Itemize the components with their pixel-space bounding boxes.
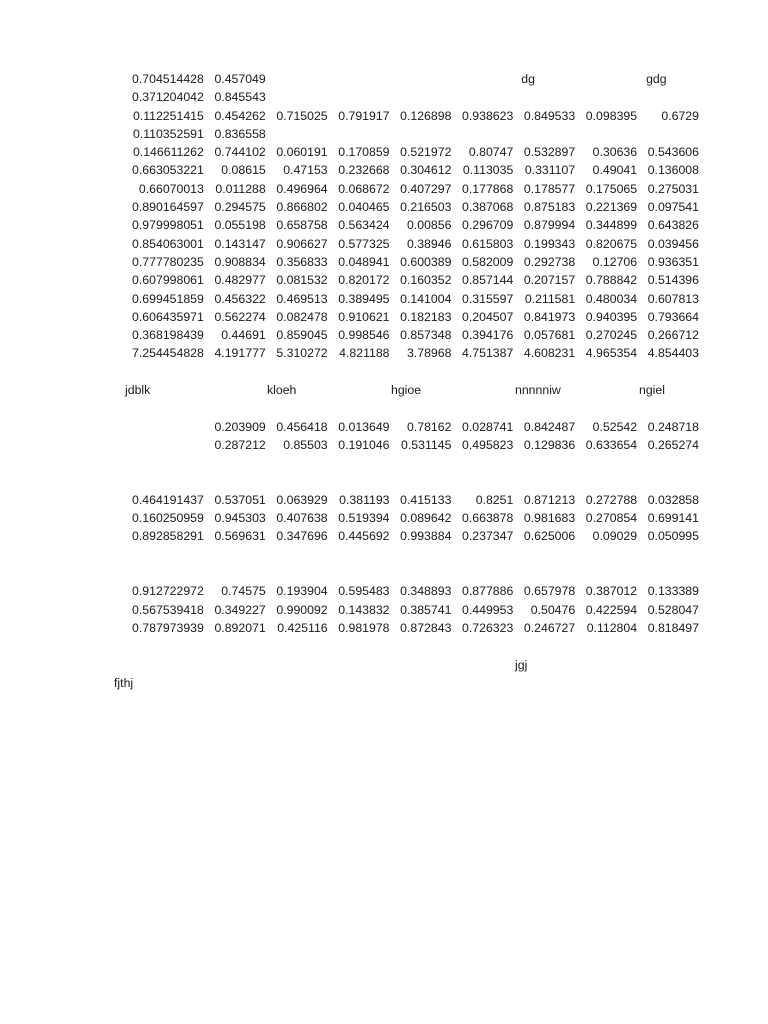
- cell: 0.237347: [462, 529, 514, 544]
- cell: 0.098395: [585, 108, 638, 123]
- cell: [393, 70, 455, 88]
- cell: 0.193904: [276, 584, 328, 599]
- cell: 0.356833: [276, 254, 328, 269]
- cell: [269, 70, 331, 88]
- cell: 0.040465: [338, 200, 390, 215]
- cell: 0.275031: [647, 181, 699, 196]
- table-row: [122, 491, 702, 509]
- cell: 0.872843: [400, 620, 452, 635]
- cell: 0.182183: [400, 309, 452, 324]
- table-row: [122, 253, 702, 271]
- cell: [393, 88, 455, 106]
- cell: 0.013649: [338, 419, 390, 434]
- cell: 0.207157: [523, 273, 576, 288]
- table-row: [122, 180, 702, 198]
- cell: 0.845543: [214, 90, 266, 105]
- cell: 0.514396: [647, 273, 699, 288]
- cell: 0.857348: [400, 328, 452, 343]
- cell: 0.607998061: [132, 273, 204, 288]
- cell: 0.113035: [462, 163, 514, 178]
- cell: [454, 88, 516, 106]
- cell: 0.78162: [406, 419, 452, 434]
- cell: 0.287212: [214, 437, 266, 452]
- cell: 0.456322: [214, 291, 266, 306]
- cell: 0.141004: [400, 291, 452, 306]
- cell: 0.818497: [647, 620, 699, 635]
- cell: 0.658758: [276, 218, 328, 233]
- cell: 0.129836: [523, 437, 576, 452]
- spacer: [122, 399, 702, 417]
- cell: 0.910621: [338, 309, 390, 324]
- table-row: [122, 161, 702, 179]
- cell: 0.028741: [462, 419, 514, 434]
- cell: 0.449953: [462, 602, 514, 617]
- cell: 0.875183: [523, 200, 576, 215]
- cell: 0.381193: [339, 492, 390, 507]
- cell: 0.537051: [214, 492, 266, 507]
- cell: 0.625006: [523, 529, 576, 544]
- cell: 0.039456: [647, 236, 699, 251]
- spacer: [122, 363, 702, 381]
- table-row: [122, 70, 702, 88]
- cell: 0.315597: [462, 291, 514, 306]
- label-jdblk: jdblk: [125, 383, 151, 398]
- cell: 0.160352: [400, 273, 452, 288]
- cell: 0.368198439: [132, 328, 204, 343]
- cell: 0.425116: [277, 620, 328, 635]
- cell: 0.063929: [276, 492, 328, 507]
- cell: [454, 125, 516, 143]
- cell: [269, 88, 331, 106]
- cell: 0.272788: [585, 492, 638, 507]
- table-row: [122, 344, 702, 362]
- cell: 0.469513: [276, 291, 328, 306]
- cell: 0.44691: [221, 328, 266, 343]
- cell: 0.38946: [406, 236, 452, 251]
- cell: 0.945303: [214, 511, 266, 526]
- cell: 0.032858: [647, 492, 699, 507]
- cell: [578, 125, 640, 143]
- block1-rows: [122, 88, 702, 362]
- cell: 0.331107: [524, 163, 576, 178]
- cell: 0.385741: [400, 602, 452, 617]
- cell: 0.204507: [462, 309, 514, 324]
- cell: 0.663878: [462, 511, 514, 526]
- cell: 0.820172: [338, 273, 390, 288]
- cell: 0.85503: [283, 437, 328, 452]
- cell: 0.849533: [523, 108, 576, 123]
- cell: 0.133389: [647, 584, 699, 599]
- cell: 0.6729: [661, 108, 699, 123]
- cell: 0.082478: [276, 309, 328, 324]
- cell: 0.08615: [221, 163, 266, 178]
- cell: 0.866802: [276, 200, 328, 215]
- cell: 0.788842: [585, 273, 638, 288]
- cell: 0.170859: [338, 145, 390, 160]
- cell: 0.74575: [221, 584, 266, 599]
- cell: 0.990092: [276, 602, 328, 617]
- cell: 0.160250959: [132, 511, 204, 526]
- label-hgioe: hgioe: [391, 383, 422, 398]
- cell: 0.906627: [276, 236, 328, 251]
- cell: [331, 88, 393, 106]
- spacer: [122, 454, 702, 491]
- cell: 0.793664: [647, 309, 699, 324]
- cell: 0.422594: [585, 602, 638, 617]
- cell: 0.178577: [523, 181, 576, 196]
- table-row: [122, 271, 702, 289]
- table-row: [122, 436, 702, 454]
- cell: 0.348893: [400, 584, 452, 599]
- cell: 0.606435971: [132, 309, 204, 324]
- cell: 0.528047: [647, 602, 699, 617]
- cell: 0.859045: [276, 328, 328, 343]
- cell: 0.221369: [585, 200, 638, 215]
- cell: 0.347696: [276, 529, 328, 544]
- cell: 0.50476: [530, 602, 576, 617]
- cell: 0.143832: [338, 602, 390, 617]
- cell: [331, 70, 393, 88]
- footer-row: [122, 656, 702, 674]
- cell: 0.304612: [400, 163, 452, 178]
- cell: 4.821188: [339, 346, 390, 361]
- cell: 4.608231: [523, 346, 576, 361]
- table-row: [122, 582, 702, 600]
- cell: [516, 88, 578, 106]
- cell: 0.787973939: [132, 620, 204, 635]
- cell: 0.387012: [585, 584, 638, 599]
- cell: 0.136008: [647, 163, 699, 178]
- table-row: [122, 216, 702, 234]
- cell: 0.979998051: [132, 218, 204, 233]
- cell: 0.248718: [647, 419, 699, 434]
- header-row: [122, 381, 702, 399]
- cell: 0.050995: [647, 529, 699, 544]
- cell: 0.30636: [592, 145, 638, 160]
- cell: [640, 125, 702, 143]
- cell: 0.857144: [462, 273, 514, 288]
- cell: 0.600389: [400, 254, 452, 269]
- cell: 0.936351: [647, 254, 699, 269]
- spacer: [122, 546, 702, 583]
- cell: 0.854063001: [132, 236, 204, 251]
- cell: 0.09029: [592, 529, 638, 544]
- cell: 0.270245: [585, 328, 638, 343]
- cell: 0.097541: [647, 200, 699, 215]
- cell: 4.191777: [214, 346, 266, 361]
- cell: 0.057681: [523, 328, 576, 343]
- cell: 0.445692: [338, 529, 390, 544]
- cell: 0.060191: [276, 145, 328, 160]
- cell: 0.52542: [592, 419, 638, 434]
- cell: 0.981978: [338, 620, 390, 635]
- cell: 0.415133: [400, 492, 452, 507]
- cell: [640, 88, 702, 106]
- cell: 0.577325: [338, 236, 390, 251]
- cell: 5.310272: [276, 346, 328, 361]
- cell: 0.998546: [338, 328, 390, 343]
- block2-rows: [122, 418, 702, 455]
- table-row: [122, 143, 702, 161]
- cell: 0.055198: [214, 218, 266, 233]
- cell: 0.563424: [338, 218, 390, 233]
- label-jgj: jgj: [515, 657, 528, 672]
- table-row: [122, 527, 702, 545]
- cell: 0.49041: [592, 163, 638, 178]
- cell: 3.78968: [406, 346, 452, 361]
- cell: 0.791917: [338, 108, 390, 123]
- cell: 0.615803: [462, 236, 514, 251]
- cell: 0.216503: [400, 200, 452, 215]
- cell: 0.820675: [585, 236, 638, 251]
- cell: 0.699141: [647, 511, 699, 526]
- cell: 0.836558: [214, 126, 266, 141]
- cell: 0.146611262: [132, 145, 204, 160]
- cell: 0.296709: [462, 218, 514, 233]
- cell: 0.203909: [214, 419, 266, 434]
- cell: 0.633654: [585, 437, 638, 452]
- cell: 0.175065: [585, 181, 638, 196]
- label-gdg: gdg: [646, 72, 667, 86]
- cell: 0.543606: [647, 145, 699, 160]
- table-row: [122, 198, 702, 216]
- cell: 0.938623: [462, 108, 514, 123]
- label-ngiel: ngiel: [639, 383, 665, 398]
- cell: 0.892858291: [132, 529, 204, 544]
- label-nnnnniw: nnnnniw: [515, 383, 561, 398]
- table-row: [122, 290, 702, 308]
- cell: [578, 70, 640, 88]
- cell: 0.842487: [523, 419, 576, 434]
- cell: 0.143147: [214, 236, 266, 251]
- cell: [269, 125, 331, 143]
- cell: 0.496964: [276, 181, 328, 196]
- cell: 0.394176: [462, 328, 514, 343]
- cell: 0.715025: [276, 108, 328, 123]
- cell: 0.294575: [214, 200, 266, 215]
- table-row: [122, 509, 702, 527]
- cell: 4.751387: [462, 346, 514, 361]
- table-row: [122, 88, 702, 106]
- cell: [393, 125, 455, 143]
- cell: 0.349227: [214, 602, 266, 617]
- cell: 0.081532: [276, 273, 328, 288]
- cell: 0.457049: [214, 72, 266, 86]
- cell: 0.981683: [523, 511, 576, 526]
- cell: 0.940395: [585, 309, 638, 324]
- label-kloeh: kloeh: [267, 383, 297, 398]
- cell: 0.454262: [214, 108, 266, 123]
- cell: 0.531145: [401, 437, 452, 452]
- cell: 0.456418: [276, 419, 328, 434]
- table-row: [122, 125, 702, 143]
- table-row: [122, 308, 702, 326]
- cell: 0.211581: [524, 291, 576, 306]
- cell: 0.562274: [214, 309, 266, 324]
- cell: 0.266712: [647, 328, 699, 343]
- cell: 0.387068: [462, 200, 514, 215]
- cell: [331, 125, 393, 143]
- cell: 0.12706: [592, 254, 638, 269]
- cell: 0.66070013: [138, 181, 204, 196]
- cell: 0.8251: [475, 492, 514, 507]
- cell: 0.80747: [468, 145, 514, 160]
- cell: 4.854403: [647, 346, 699, 361]
- cell: 0.892071: [214, 620, 266, 635]
- cell: 7.254454828: [132, 346, 204, 361]
- cell: 0.270854: [585, 511, 638, 526]
- table-row: [122, 326, 702, 344]
- cell: 0.068672: [338, 181, 390, 196]
- cell: 0.521972: [400, 145, 452, 160]
- cell: 0.407638: [276, 511, 328, 526]
- cell: 0.232668: [338, 163, 390, 178]
- cell: 0.371204042: [132, 90, 204, 105]
- cell: 0.177868: [462, 181, 514, 196]
- cell: 0.407297: [400, 181, 452, 196]
- cell: 0.841973: [523, 309, 576, 324]
- cell: 0.567539418: [132, 602, 204, 617]
- cell: 0.011288: [215, 181, 266, 196]
- table-row: [122, 107, 702, 125]
- table-row: [122, 418, 702, 436]
- cell: 4.965354: [585, 346, 638, 361]
- cell: 0.704514428: [132, 72, 204, 86]
- cell: 0.569631: [214, 529, 266, 544]
- cell: 0.744102: [214, 145, 266, 160]
- cell: 0.199343: [523, 236, 576, 251]
- cell: 0.47153: [283, 163, 328, 178]
- block4-rows: [122, 582, 702, 637]
- label-fjthj: fjthj: [114, 675, 134, 690]
- table-row: [122, 601, 702, 619]
- cell: 0.726323: [462, 620, 514, 635]
- cell: 0.532897: [523, 145, 576, 160]
- spacer: [122, 637, 702, 655]
- label-dg: dg: [521, 72, 535, 86]
- cell: 0.643826: [647, 218, 699, 233]
- cell: 0.246727: [523, 620, 576, 635]
- cell: 0.265274: [647, 437, 699, 452]
- cell: [578, 88, 640, 106]
- cell: 0.663053221: [132, 163, 204, 178]
- cell: 0.089642: [400, 511, 452, 526]
- cell: 0.464191437: [132, 492, 204, 507]
- cell: 0.519394: [338, 511, 390, 526]
- cell: [122, 436, 207, 454]
- cell: 0.482977: [214, 273, 266, 288]
- cell: 0.912722972: [132, 584, 204, 599]
- cell: 0.908834: [214, 254, 266, 269]
- cell: 0.993884: [400, 529, 452, 544]
- cell: [122, 418, 207, 436]
- cell: 0.595483: [338, 584, 390, 599]
- cell: 0.879994: [523, 218, 576, 233]
- cell: 0.048941: [338, 254, 390, 269]
- cell: 0.112251415: [132, 108, 204, 123]
- cell: 0.389495: [338, 291, 390, 306]
- cell: 0.582009: [462, 254, 514, 269]
- cell: 0.607813: [647, 291, 699, 306]
- cell: 0.112804: [586, 620, 638, 635]
- table-row: [122, 619, 702, 637]
- footer-row: [114, 674, 702, 692]
- cell: 0.699451859: [132, 291, 204, 306]
- cell: 0.480034: [585, 291, 638, 306]
- cell: 0.110352591: [132, 126, 204, 141]
- cell: 0.191046: [338, 437, 390, 452]
- cell: 0.126898: [400, 108, 452, 123]
- cell: [454, 70, 516, 88]
- table-row: [122, 235, 702, 253]
- cell: 0.344899: [585, 218, 638, 233]
- cell: 0.00856: [406, 218, 452, 233]
- cell: 0.657978: [523, 584, 576, 599]
- cell: 0.877886: [462, 584, 514, 599]
- block3-rows: [122, 491, 702, 546]
- cell: 0.890164597: [132, 200, 204, 215]
- cell: 0.292738: [523, 254, 576, 269]
- cell: [516, 125, 578, 143]
- cell: 0.871213: [523, 492, 576, 507]
- cell: 0.777780235: [132, 254, 204, 269]
- sheet-grid: [114, 70, 702, 692]
- cell: 0.495823: [462, 437, 514, 452]
